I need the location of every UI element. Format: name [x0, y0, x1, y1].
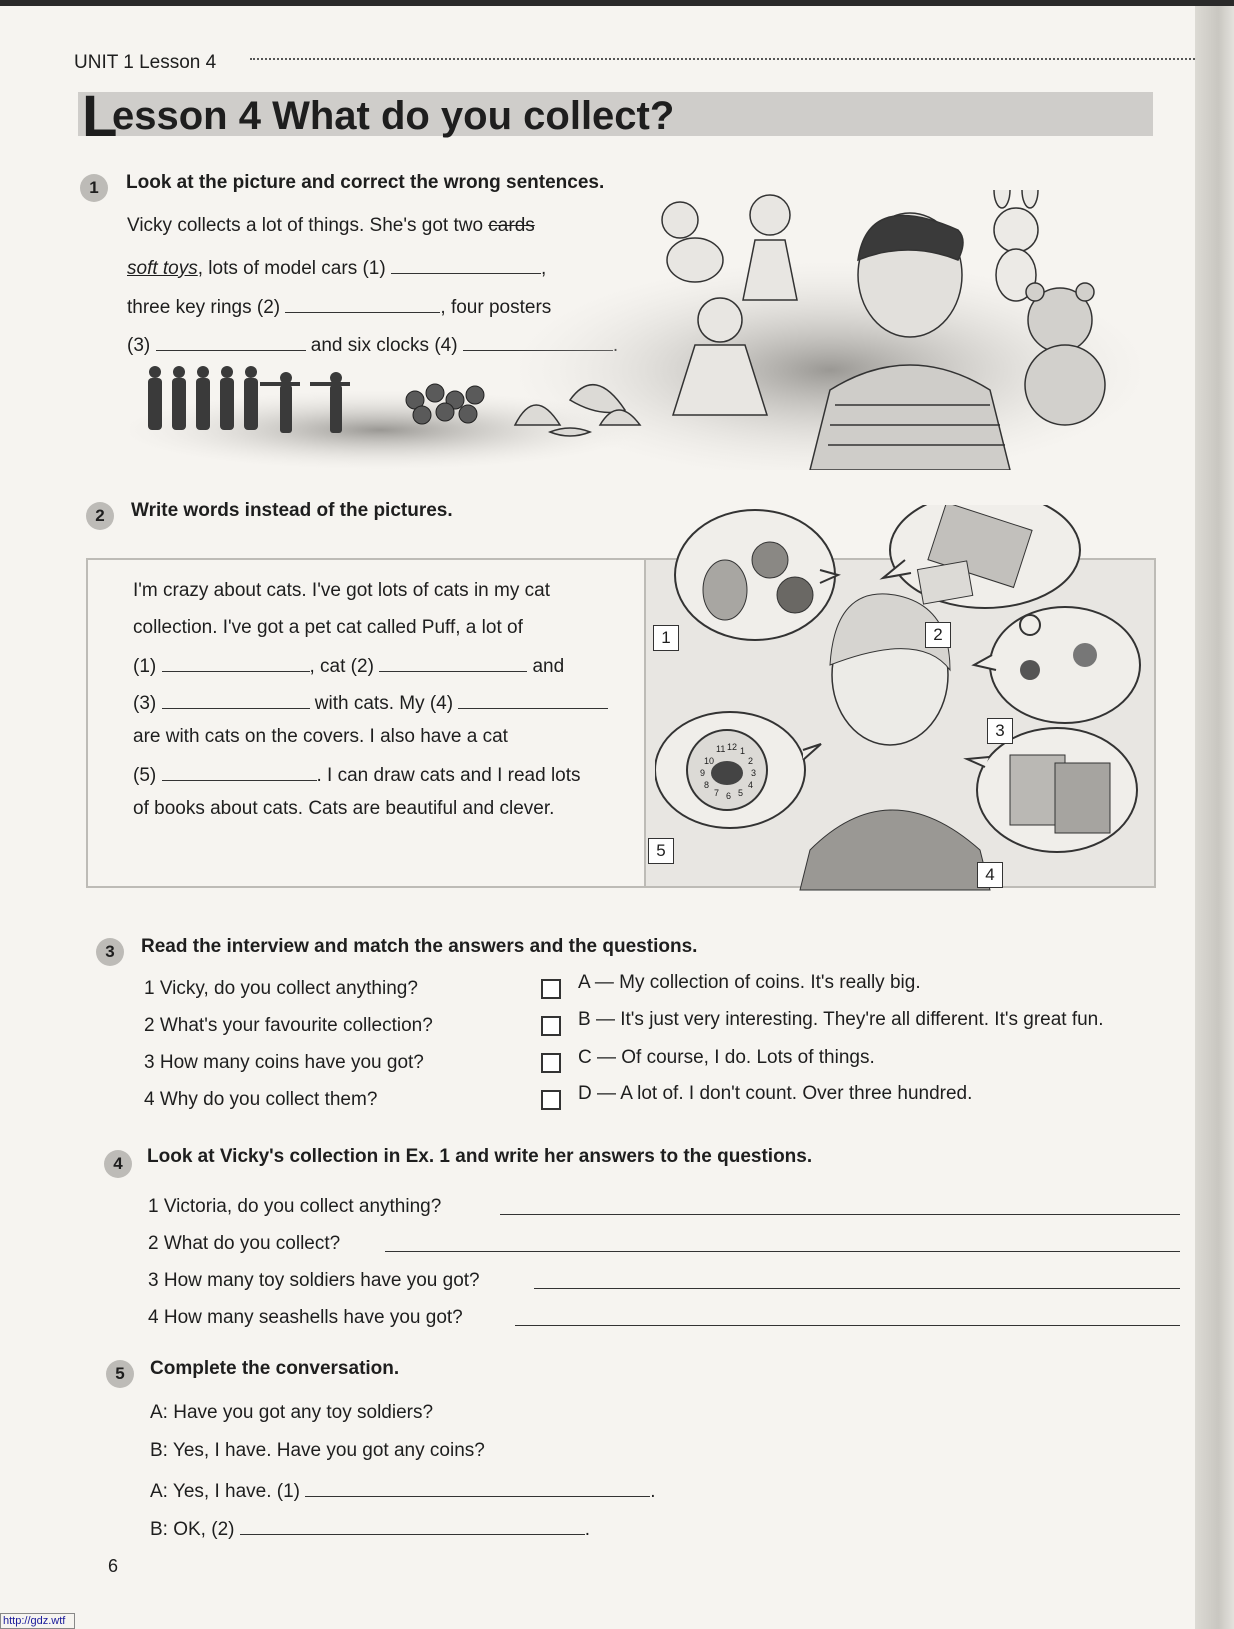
clock-digit: 10	[704, 756, 715, 766]
question-3: 3 How many coins have you got?	[144, 1052, 424, 1073]
picture-label-1: 1	[653, 625, 679, 651]
ex4-question-3: 3 How many toy soldiers have you got?	[148, 1270, 480, 1291]
ex2-text: , cat (2)	[309, 656, 380, 677]
exercise-5-heading: Complete the conversation.	[150, 1358, 400, 1379]
exercise-number-badge: 5	[106, 1360, 134, 1388]
example-answer: soft toys	[127, 258, 198, 279]
clock-digit: 12	[727, 742, 738, 752]
exercise-2-heading: Write words instead of the pictures.	[131, 500, 453, 521]
cat-posters-icon	[883, 505, 1080, 608]
answer-blank[interactable]	[162, 653, 310, 672]
answer-line[interactable]	[500, 1214, 1180, 1215]
coins-icon	[406, 384, 484, 424]
clock-digit: 5	[738, 788, 744, 798]
clock-digit: 1	[740, 746, 746, 756]
ex2-text: and	[527, 656, 565, 677]
clock-digit: 7	[714, 788, 720, 798]
answer-d: D — A lot of. I don't count. Over three hundred.	[578, 1083, 973, 1104]
exercise-3-heading: Read the interview and match the answers and the questions.	[141, 936, 698, 957]
exercise-1-heading: Look at the picture and correct the wrong sentences.	[126, 172, 605, 193]
dialogue-line-4	[150, 1516, 590, 1541]
answer-blank[interactable]	[240, 1516, 585, 1535]
clock-digit: 9	[700, 768, 706, 778]
clock-digit: 8	[704, 780, 710, 790]
top-border	[0, 0, 1234, 6]
ex2-line-2: collection. I've got a pet cat called Puff, a lot of	[133, 617, 523, 638]
picture-label-4: 4	[977, 862, 1003, 888]
clock-digit: 4	[748, 780, 754, 790]
dialogue-text: .	[584, 1519, 591, 1540]
answer-line[interactable]	[515, 1325, 1180, 1326]
picture-label-5: 5	[648, 838, 674, 864]
ex1-text: and six clocks (4)	[305, 335, 463, 356]
clock-digit: 11	[716, 744, 726, 754]
cat-notebooks-icon	[967, 728, 1137, 852]
question-4: 4 Why do you collect them?	[144, 1089, 378, 1110]
match-checkbox[interactable]	[541, 1053, 561, 1073]
answer-blank[interactable]	[162, 762, 317, 781]
ex1-text: , four posters	[440, 297, 552, 318]
ex4-question-2: 2 What do you collect?	[148, 1233, 341, 1254]
ex2-text: with cats. My (4)	[309, 693, 459, 714]
struck-word: cards	[488, 215, 535, 236]
dialogue-text: .	[650, 1481, 656, 1502]
dialogue-line-2: B: Yes, I have. Have you got any coins?	[150, 1440, 485, 1461]
clock-face-digits	[690, 740, 770, 820]
exercise-number-badge: 1	[80, 174, 108, 202]
cat-key-rings-icon	[974, 607, 1140, 723]
dialogue-line-3	[150, 1478, 656, 1503]
question-1: 1 Vicky, do you collect anything?	[144, 978, 418, 999]
question-2: 2 What's your favourite collection?	[144, 1015, 433, 1036]
ex4-question-4: 4 How many seashells have you got?	[148, 1307, 463, 1328]
ex2-text: (3)	[133, 693, 162, 714]
answer-blank[interactable]	[305, 1478, 650, 1497]
picture-label-2: 2	[925, 622, 951, 648]
ex1-line-2: soft toys, lots of model cars (1) ,	[127, 255, 546, 280]
running-head: UNIT 1 Lesson 4	[74, 52, 217, 73]
girl-icon	[800, 594, 990, 890]
match-checkbox[interactable]	[541, 1090, 561, 1110]
page-edge-shadow	[1195, 0, 1234, 1629]
dialogue-text: A: Yes, I have. (1)	[150, 1481, 306, 1502]
exercise-number-badge: 4	[104, 1150, 132, 1178]
page-number: 6	[108, 1556, 119, 1576]
answer-c: C — Of course, I do. Lots of things.	[578, 1047, 875, 1068]
clock-digit: 2	[748, 756, 754, 766]
ex2-line-7: of books about cats. Cats are beautiful and clever.	[133, 798, 555, 819]
match-checkbox[interactable]	[541, 1016, 561, 1036]
ex1-text: Vicky collects a lot of things. She's got two	[127, 215, 489, 236]
ex2-line-1: I'm crazy about cats. I've got lots of cats in my cat	[133, 580, 550, 601]
ex2-line-5: are with cats on the covers. I also have a cat	[133, 726, 508, 747]
lesson-title-bar	[78, 84, 1153, 149]
ex1-text: (3)	[127, 335, 156, 356]
exercise-4-heading: Look at Vicky's collection in Ex. 1 and write her answers to the questions.	[147, 1146, 813, 1167]
source-footer-link[interactable]: http://gdz.wtf	[0, 1613, 75, 1629]
ex1-text: three key rings (2)	[127, 297, 286, 318]
match-checkbox[interactable]	[541, 979, 561, 999]
picture-label-3: 3	[987, 718, 1013, 744]
header-dotted-rule	[250, 58, 1195, 60]
girl-with-cat-items-illustration	[655, 505, 1175, 895]
clock-digit: 3	[751, 768, 757, 778]
dialogue-line-1: A: Have you got any toy soldiers?	[150, 1402, 434, 1423]
dialogue-text: B: OK, (2)	[150, 1519, 240, 1540]
exercise-number-badge: 3	[96, 938, 124, 966]
ex1-text: , lots of model cars (1)	[197, 258, 391, 279]
title-initial: L	[82, 84, 118, 149]
exercise-number-badge: 2	[86, 502, 114, 530]
answer-b: B — It's just very interesting. They're all different. It's great fun.	[578, 1009, 1104, 1030]
cat-soft-toys-icon	[675, 510, 838, 640]
answer-blank[interactable]	[162, 690, 310, 709]
answer-line[interactable]	[534, 1288, 1180, 1289]
clock-digit: 6	[726, 791, 732, 801]
ex2-line-6	[133, 762, 581, 787]
answer-blank[interactable]	[379, 653, 527, 672]
answer-blank[interactable]	[458, 690, 608, 709]
exercise-2-text-box	[86, 558, 646, 888]
lesson-title: esson 4 What do you collect?	[112, 94, 675, 138]
ex2-text: (1)	[133, 656, 162, 677]
ex4-question-1: 1 Victoria, do you collect anything?	[148, 1196, 442, 1217]
ex2-line-3	[133, 653, 564, 678]
collection-illustration	[130, 190, 1140, 470]
answer-line[interactable]	[385, 1251, 1180, 1252]
answer-a: A — My collection of coins. It's really big.	[578, 972, 921, 993]
ex2-line-4	[133, 690, 608, 715]
ex2-text: . I can draw cats and I read lots	[316, 765, 581, 786]
ex2-text: (5)	[133, 765, 162, 786]
